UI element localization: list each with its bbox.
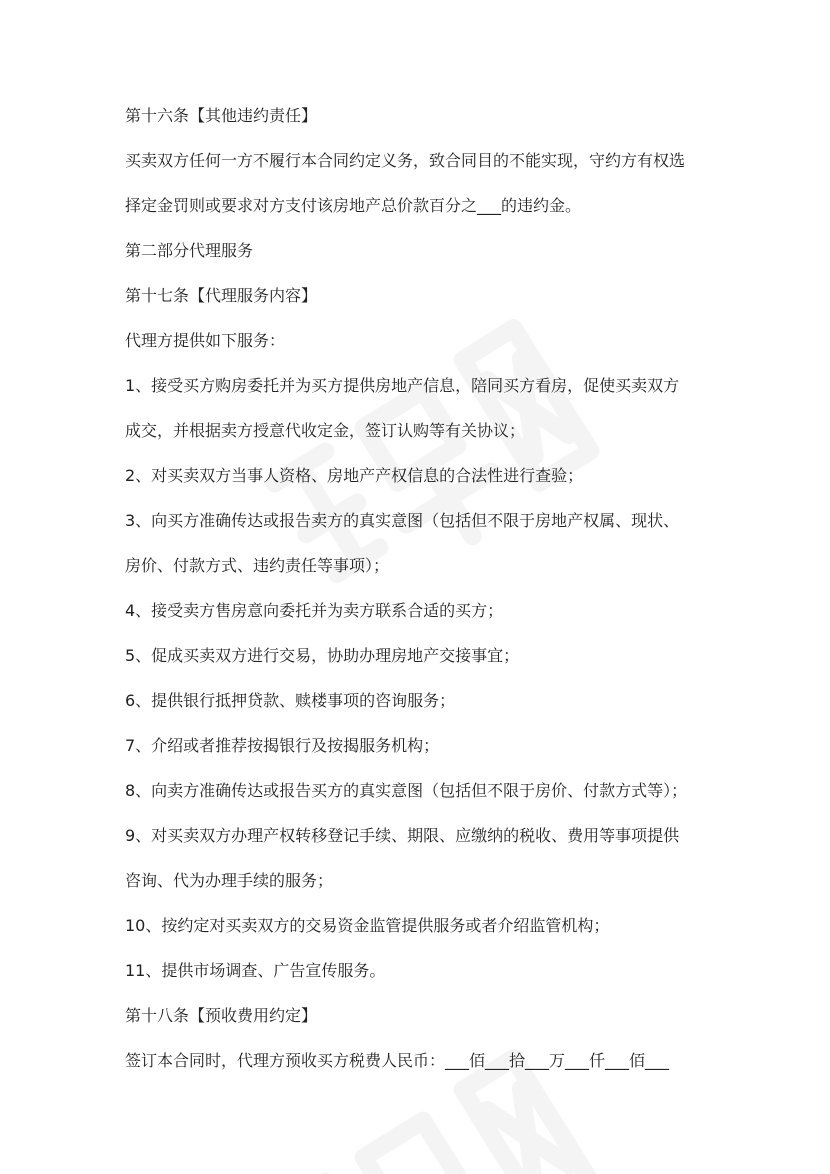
service-item-10: 10、按约定对买卖双方的交易资金监管提供服务或者介绍监管机构； bbox=[125, 916, 610, 935]
service-intro: 代理方提供如下服务： bbox=[125, 331, 286, 350]
service-item-4: 4、接受卖方售房意向委托并为卖方联系合适的买方； bbox=[125, 601, 504, 620]
service-item-2: 2、对买卖双方当事人资格、房地产产权信息的合法性进行查验； bbox=[125, 466, 584, 485]
service-item-6: 6、提供银行抵押贷款、赎楼事项的咨询服务； bbox=[125, 691, 456, 710]
article-16-heading: 第十六条【其他违约责任】 bbox=[125, 106, 318, 125]
service-item-5: 5、促成买卖双方进行交易，协助办理房地产交接事宜； bbox=[125, 646, 520, 665]
service-item-7: 7、介绍或者推荐按揭银行及按揭服务机构； bbox=[125, 736, 440, 755]
service-item-3-line-1: 3、向买方准确传达或报告卖方的真实意图（包括但不限于房地产权属、现状、 bbox=[125, 511, 680, 530]
service-item-1-line-1: 1、接受买方购房委托并为买方提供房地产信息，陪同买方看房，促使买卖双方 bbox=[125, 376, 680, 395]
service-item-9-line-1: 9、对买卖双方办理产权转移登记手续、期限、应缴纳的税收、费用等事项提供 bbox=[125, 826, 680, 845]
article-17-heading: 第十七条【代理服务内容】 bbox=[125, 286, 318, 305]
service-item-9-line-2: 咨询、代为办理手续的服务； bbox=[125, 871, 334, 890]
part-2-heading: 第二部分代理服务 bbox=[125, 241, 254, 260]
article-16-text-line-2: 择定金罚则或要求对方支付该房地产总价款百分之___的违约金。 bbox=[125, 196, 582, 215]
service-item-3-line-2: 房价、付款方式、违约责任等事项）； bbox=[125, 556, 390, 575]
service-item-11: 11、提供市场调查、广告宣传服务。 bbox=[125, 961, 386, 980]
article-18-heading: 第十八条【预收费用约定】 bbox=[125, 1006, 318, 1025]
contract-body bbox=[125, 106, 720, 1071]
service-item-1-line-2: 成交，并根据卖方授意代收定金，签订认购等有关协议； bbox=[125, 421, 526, 440]
article-18-text-line-1: 签订本合同时，代理方预收买方税费人民币：___佰___拾___万___仟___佰___ bbox=[125, 1051, 670, 1070]
service-item-8: 8、向卖方准确传达或报告买方的真实意图（包括但不限于房价、付款方式等）； bbox=[125, 781, 688, 800]
article-16-text-line-1: 买卖双方任何一方不履行本合同约定义务，致合同目的不能实现，守约方有权选 bbox=[125, 151, 686, 170]
